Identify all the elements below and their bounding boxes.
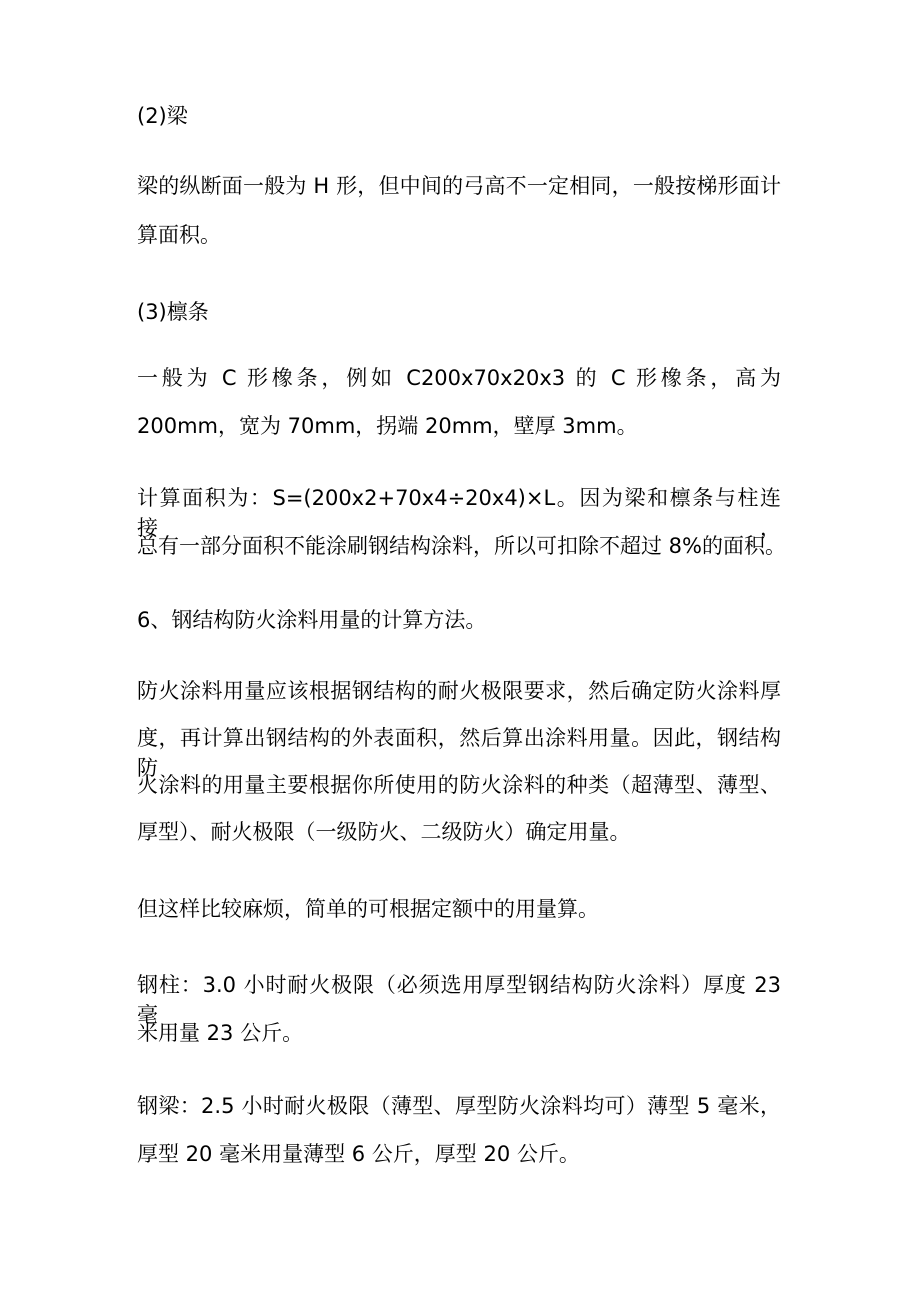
- heading-purlin: (3)檩条: [137, 300, 209, 324]
- area-text-line-1: 计算面积为：S=(200x2+70x4÷20x4)×L。因为梁和檩条与柱连接，: [137, 486, 781, 540]
- steel-column-text-line-2: 米用量 23 公斤。: [137, 1021, 304, 1045]
- fireproof-text-line-3: 火涂料的用量主要根据你所使用的防火涂料的种类（超薄型、薄型、: [137, 773, 781, 797]
- simple-method-text: 但这样比较麻烦，简单的可根据定额中的用量算。: [137, 897, 599, 921]
- purlin-text-line-2: 200mm，宽为 70mm，拐端 20mm，壁厚 3mm。: [137, 414, 638, 438]
- area-text-line-2: 总有一部分面积不能涂刷钢结构涂料，所以可扣除不超过 8%的面积。: [137, 534, 786, 558]
- fireproof-text-line-4: 厚型）、耐火极限（一级防火、二级防火）确定用量。: [137, 820, 631, 844]
- beam-text-line-1: 梁的纵断面一般为 H 形，但中间的弓高不一定相同，一般按梯形面计: [137, 174, 781, 198]
- steel-beam-text-line-1: 钢梁：2.5 小时耐火极限（薄型、厚型防火涂料均可）薄型 5 毫米，: [137, 1094, 781, 1118]
- steel-column-text-line-1: 钢柱：3.0 小时耐火极限（必须选用厚型钢结构防火涂料）厚度 23 毫: [137, 973, 781, 1027]
- beam-text-line-2: 算面积。: [137, 223, 221, 247]
- section-6-heading: 6、钢结构防火涂料用量的计算方法。: [137, 608, 487, 632]
- fireproof-text-line-2: 度，再计算出钢结构的外表面积，然后算出涂料用量。因此，钢结构防: [137, 726, 781, 780]
- heading-beam: (2)梁: [137, 104, 188, 128]
- purlin-text-line-1: 一般为 C 形橡条，例如 C200x70x20x3 的 C 形橡条，高为: [137, 366, 781, 390]
- steel-beam-text-line-2: 厚型 20 毫米用量薄型 6 公斤，厚型 20 公斤。: [137, 1142, 580, 1166]
- fireproof-text-line-1: 防火涂料用量应该根据钢结构的耐火极限要求，然后确定防火涂料厚: [137, 679, 781, 703]
